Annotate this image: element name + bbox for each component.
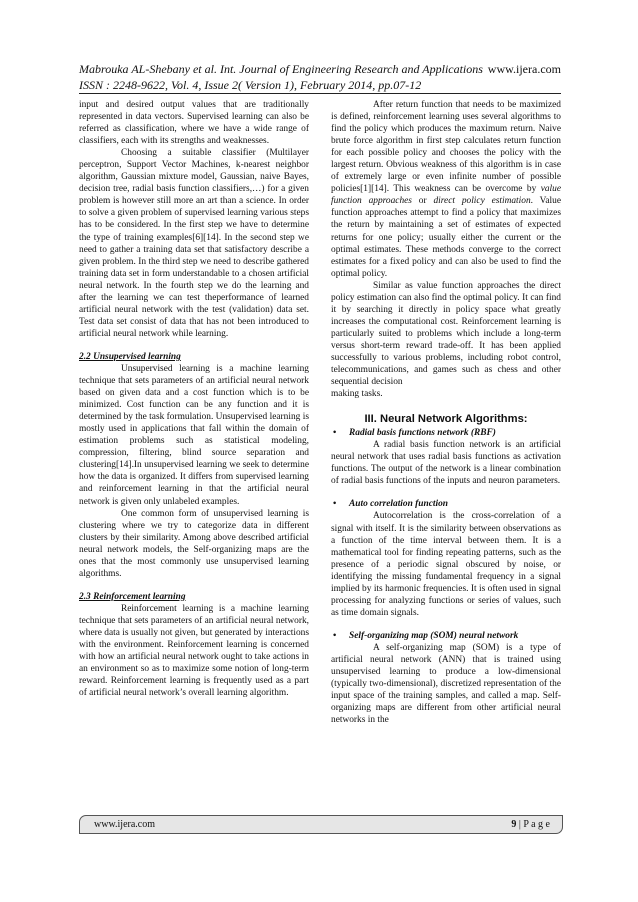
- section-heading-unsupervised: 2.2 Unsupervised learning: [79, 351, 181, 362]
- italic-term: value function approaches: [331, 184, 561, 207]
- bullet-autocorrelation: • Auto correlation function: [331, 498, 561, 510]
- header-citation: Mabrouka AL-Shebany et al. Int. Journal of Engineering Research and Applications: [79, 62, 483, 76]
- right-column: [331, 99, 561, 811]
- paragraph: Similar as value function approaches the direct policy estimation can also find the optimal policy. It can find it by searching it directly in policy space what greatly increases the computational cost. Reinforcement learning is particularly suited to problems which include a long-term versus short-term reward trade-off. It has been applied successfully to various problems, including robot control, telecommunications, and games such as chess and other sequential decision: [331, 280, 561, 388]
- paragraph: making tasks.: [331, 389, 383, 400]
- italic-term: direct policy estimation: [433, 196, 531, 207]
- paragraph: A self-organizing map (SOM) is a type of artificial neural network (ANN) that is trained using unsupervised learning to produce a low-dimensional (typically two-dimensional), discretized representation of the input space of the training samples, and called a map. Self-organizing maps are different from other artificial neural networks in the: [331, 642, 561, 726]
- running-header-citation: [79, 62, 561, 77]
- bullet-rbf: • Radial basis functions network (RBF): [331, 427, 561, 439]
- paragraph: input and desired output values that are traditionally represented in data vectors. Supervised learning can also be referred as classification, where we have a wide range of classifiers, each with its strengths and weaknesses.: [79, 100, 309, 147]
- paragraph: Choosing a suitable classifier (Multilayer perceptron, Support Vector Machines, k-nearest neighbor algorithm, Gaussian mixture model, Gaussian, naive Bayes, decision tree, radial basis function classifiers,…) for a given problem is however still more an art than a science. In order to solve a given problem of supervised learning various steps has to be considered. In the first step we have to determine the type of training examples[6][14]. In the second step we need to gather a training data set that satisfactory describe a given problem. In the third step we need to describe gathered training data set in form understandable to a chosen artificial neural network. In the fourth step we do the learning and after the learning we can test theperformance of learned artificial neural network with the test (validation) data set. Test data set consist of data that has not been introduced to artificial neural network while learning.: [79, 148, 309, 339]
- header-rule: [79, 93, 561, 94]
- footer-website: www.ijera.com: [94, 819, 155, 830]
- paragraph: A radial basis function network is an artificial neural network that uses radial basis functions as activation functions. The output of the network is a linear combination of radial basis functions of the inputs and neuron parameters.: [331, 440, 561, 487]
- section-title-neural-network-algorithms: III. Neural Network Algorithms:: [364, 413, 528, 426]
- left-column: [79, 99, 309, 811]
- bullet-som: • Self-organizing map (SOM) neural network: [331, 630, 561, 642]
- paragraph: After return function that needs to be maximized is defined, reinforcement learning uses several algorithms to find the policy which produces the maximum return. Naive brute force algorithm in first step calculates return function for each possible policy and chooses the policy with the largest return. Obvious weakness of this algorithm is in case of extremely large or even infinite number of possible policies[1][14]. This weakness can be overcome by value function approaches or direct policy estimation. Value function approaches attempt to find a policy that maximizes the return by maintaining a set of estimates of expected returns for one policy; usually either the current or the optimal estimates. These methods converge to the correct estimates for a fixed policy and can also be used to find the optimal policy.: [331, 100, 561, 279]
- paragraph: Unsupervised learning is a machine learning technique that sets parameters of an artificial neural network based on given data and a cost function which is to be minimized. Cost function can be any function and it is determined by the task formulation. Unsupervised learning is mostly used in applications that fall within the domain of estimation problems such as statistical modeling, compression, filtering, blind source separation and clustering[14].In unsupervised learning we seek to determine how the data is organized. It differs from supervised learning and reinforcement learning in that the artificial neural network is given only unlabeled examples.: [79, 363, 309, 507]
- paragraph: Autocorrelation is the cross-correlation of a signal with itself. It is the similarity between observations as a function of the time interval between them. It is a mathematical tool for finding repeating patterns, such as the presence of a periodic signal obscured by noise, or identifying the missing fundamental frequency in a signal implied by its harmonic frequencies. It is often used in signal processing for analyzing functions or series of values, such as time domain signals.: [331, 511, 561, 618]
- page-number: 9 | P a g e: [511, 819, 550, 830]
- page-footer: [79, 815, 563, 834]
- paragraph: Reinforcement learning is a machine learning technique that sets parameters of an artificial neural network, where data is usually not given, but generated by interactions with the environment. Reinforcement learning is concerned with how an artificial neural network ought to take actions in an environment so as to maximize some notion of long-term reward. Reinforcement learning is frequently used as a part of artificial neural network’s overall learning algorithm.: [79, 603, 309, 699]
- paragraph: One common form of unsupervised learning is clustering where we try to categorize data in different clusters by their similarity. Among above described artificial neural network models, the Self-organizing maps are the ones that the most commonly use unsupervised learning algorithms.: [79, 508, 309, 579]
- header-issn: ISSN : 2248-9622, Vol. 4, Issue 2( Version 1), February 2014, pp.07-12: [79, 78, 422, 92]
- section-heading-reinforcement: 2.3 Reinforcement learning: [79, 591, 186, 602]
- header-website: www.ijera.com: [487, 62, 561, 76]
